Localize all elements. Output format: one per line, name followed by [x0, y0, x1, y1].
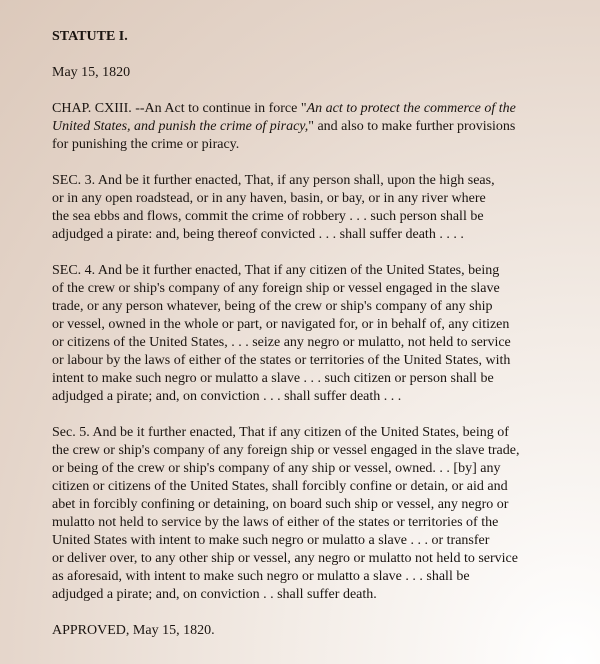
section-line: adjudged a pirate; and, on conviction . . shall suffer death. [52, 587, 377, 602]
act-title-part-2: United States, and punish the crime of piracy, [52, 119, 309, 134]
section-4-paragraph [52, 262, 582, 406]
chapter-line-3: for punishing the crime or piracy. [52, 137, 240, 152]
section-3-paragraph [52, 172, 582, 244]
section-line: mulatto not held to service by the laws of either of the states or territories of the [52, 515, 499, 530]
section-line: or labour by the laws of either of the states or territories of the United States, with [52, 353, 511, 368]
chapter-paragraph [52, 100, 582, 154]
section-line: or citizens of the United States, . . . seize any negro or mulatto, not held to service [52, 335, 511, 350]
section-line: of the crew or ship's company of any foreign ship or vessel engaged in the slave [52, 281, 500, 296]
approval-line: APPROVED, May 15, 1820. [52, 623, 215, 638]
section-line: Sec. 5. And be it further enacted, That if any citizen of the United States, being of [52, 425, 509, 440]
section-line: citizen or citizens of the United States, shall forcibly confine or detain, or aid and [52, 479, 508, 494]
section-line: SEC. 3. And be it further enacted, That, if any person shall, upon the high seas, [52, 173, 495, 188]
statute-document [52, 28, 582, 640]
section-line: the sea ebbs and flows, commit the crime of robbery . . . such person shall be [52, 209, 484, 224]
section-line: or being of the crew or ship's company of any ship or vessel, owned. . . [by] any [52, 461, 501, 476]
section-line: trade, or any person whatever, being of the crew or ship's company of any ship [52, 299, 493, 314]
chapter-line-1 [52, 100, 582, 118]
section-line: or in any open roadstead, or in any haven, basin, or bay, or in any river where [52, 191, 486, 206]
section-line: adjudged a pirate; and, on conviction . . . shall suffer death . . . [52, 389, 402, 404]
act-title-part-1: An act to protect the commerce of the [306, 101, 516, 116]
section-line: abet in forcibly confining or detaining, on board such ship or vessel, any negro or [52, 497, 509, 512]
chapter-prefix: CHAP. CXIII. --An Act to continue in force " [52, 101, 307, 116]
section-line: as aforesaid, with intent to make such negro or mulatto a slave . . . shall be [52, 569, 470, 584]
section-line: or deliver over, to any other ship or vessel, any negro or mulatto not held to service [52, 551, 518, 566]
section-line: SEC. 4. And be it further enacted, That if any citizen of the United States, being [52, 263, 500, 278]
statute-date: May 15, 1820 [52, 65, 131, 80]
section-line: the crew or ship's company of any foreign ship or vessel engaged in the slave trade, [52, 443, 520, 458]
section-line: adjudged a pirate: and, being thereof convicted . . . shall suffer death . . . . [52, 227, 464, 242]
section-line: United States with intent to make such negro or mulatto a slave . . . or transfer [52, 533, 490, 548]
section-line: or vessel, owned in the whole or part, or navigated for, or in behalf of, any citizen [52, 317, 510, 332]
statute-title: STATUTE I. [52, 29, 128, 44]
section-5-paragraph [52, 424, 582, 604]
chapter-suffix: " and also to make further provisions [308, 119, 516, 134]
section-line: intent to make such negro or mulatto a slave . . . such citizen or person shall be [52, 371, 494, 386]
chapter-line-2 [52, 118, 582, 136]
